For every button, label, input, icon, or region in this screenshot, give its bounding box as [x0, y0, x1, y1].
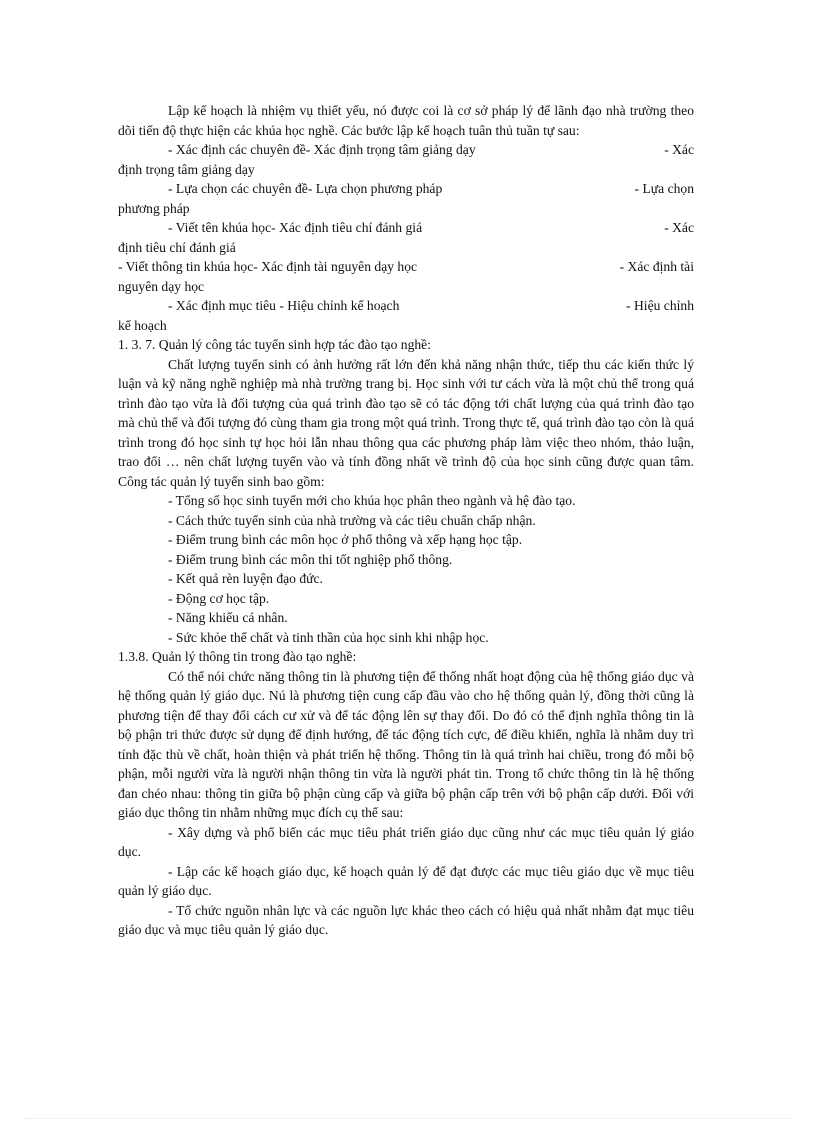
bullet-list [118, 823, 694, 940]
list-item: - Tổng số học sinh tuyển mới cho khúa học phân theo ngành và hệ đào tạo. [168, 493, 576, 508]
section-paragraph: Có thể nói chức năng thông tin là phương tiện để thống nhất hoạt động của hệ thống giáo dục và hệ thống quản lý giáo dục. Nú là phương tiện cung cấp đầu vào cho hệ thống quản lý, đồng thời cũng là phương tiện để thay đổi cách cư xử và để tác động lên sự thay đổi. Do đó có thể định nghĩa thông tin là bộ phận tri thức được sử dụng để định hướng, để tác động tích cực, để điều khiển, nghĩa là nhằm duy trì tính đặc thù về chất, hoàn thiện và phát triển hệ thống. Thông tin là quá trình hai chiều, trong đó mỗi bộ phận, mỗi người vừa là người nhận thông tin vừa là người phát tin. Trong tổ chức thông tin là hệ thống đan chéo nhau: thông tin giữa bộ phận cùng cấp và giữa bộ phận cấp trên với bộ phận cấp dưới. Đối với giáo dục thông tin nhằm những mục đích cụ thể sau: [118, 668, 694, 820]
plan-step-continuation: nguyên dạy học [118, 278, 205, 294]
plan-step-right: - Xác [664, 220, 694, 235]
plan-step-right: - Xác [664, 142, 694, 157]
plan-step-continuation: kế hoạch [118, 317, 167, 333]
plan-step-continuation: phương pháp [118, 200, 190, 216]
list-item: - Điểm trung bình các môn học ở phổ thông và xếp hạng học tập. [168, 532, 523, 547]
intro-paragraph: Lập kế hoạch là nhiệm vụ thiết yếu, nó được coi là cơ sở pháp lý để lãnh đạo nhà trường theo dõi tiến độ thực hiện các khúa học nghề. Các bước lập kế hoạch tuân thủ tuần tự sau: [118, 103, 694, 138]
list-item: - Lập các kế hoạch giáo dục, kế hoạch quản lý để đạt được các mục tiêu giáo dục về mục tiêu quản lý giáo dục. [118, 863, 694, 898]
section-heading: 1. 3. 7. Quản lý công tác tuyển sinh hợp tác đào tạo nghề: [118, 337, 431, 352]
list-item: - Động cơ học tập. [168, 590, 270, 606]
plan-step-left: - Xác định các chuyên đề- Xác định trọng tâm giảng dạy [168, 142, 476, 157]
plan-step-right: - Xác định tài [619, 259, 694, 274]
list-item: - Cách thức tuyển sinh của nhà trường và các tiêu chuẩn chấp nhận. [168, 512, 536, 528]
plan-step [118, 140, 694, 179]
document-body [118, 101, 694, 940]
plan-step-left: - Xác định mục tiêu - Hiệu chỉnh kế hoạch [168, 298, 400, 313]
list-item: - Năng khiếu cá nhân. [168, 610, 288, 625]
section-heading: 1.3.8. Quản lý thông tin trong đào tạo nghề: [118, 649, 357, 664]
plan-step-right: - Lựa chọn [634, 181, 694, 196]
plan-step-left: - Viết thông tin khúa học- Xác định tài nguyên dạy học [118, 259, 418, 274]
list-item: - Sức khỏe thể chất và tinh thần của học sinh khi nhập học. [168, 629, 489, 645]
bullet-list [118, 491, 694, 647]
plan-step-continuation: định tiêu chí đánh giá [118, 239, 236, 255]
plan-step-left: - Lựa chọn các chuyên đề- Lựa chọn phương pháp [168, 181, 443, 196]
plan-step [118, 257, 694, 296]
plan-step [118, 296, 694, 335]
plan-step-right: - Hiệu chỉnh [626, 298, 694, 313]
plan-step-continuation: định trọng tâm giảng dạy [118, 161, 255, 177]
plan-step-left: - Viết tên khúa học- Xác định tiêu chí đánh giá [168, 220, 423, 235]
list-item: - Xây dựng và phổ biến các mục tiêu phát triển giáo dục cũng như các mục tiêu quản lý giáo dục. [118, 824, 694, 859]
list-item: - Tổ chức nguồn nhân lực và các nguồn lực khác theo cách có hiệu quả nhất nhằm đạt mục tiêu giáo dục và mục tiêu quản lý giáo dục. [118, 902, 694, 937]
section-paragraph: Chất lượng tuyển sinh có ảnh hưởng rất lớn đến khả năng nhận thức, tiếp thu các kiến thức lý luận và kỹ năng nghề nghiệp mà nhà trường trang bị. Học sinh với tư cách vừa là một chủ thể trong quá trình đào tạo vừa là đối tượng của quá trình đào tạo sẽ có tác động tới chất lượng của quá trình đào tạo mà chủ thể và đối tượng đó cùng tham gia trong một quá trình. Trong thực tế, quá trình đào tạo còn là quá trình trong đó học sinh tự học hỏi lẫn nhau thông qua các phương pháp làm việc theo nhóm, thảo luận, trao đổi … nên chất lượng tuyển vào và tính đồng nhất về trình độ của học sinh cũng được quan tâm. Công tác quản lý tuyển sinh bao gồm: [118, 356, 694, 489]
plan-step [118, 179, 694, 218]
list-item: - Điểm trung bình các môn thi tốt nghiệp phổ thông. [168, 551, 453, 567]
page-bottom-divider [24, 1118, 792, 1119]
list-item: - Kết quả rèn luyện đạo đức. [168, 571, 323, 586]
plan-step [118, 218, 694, 257]
